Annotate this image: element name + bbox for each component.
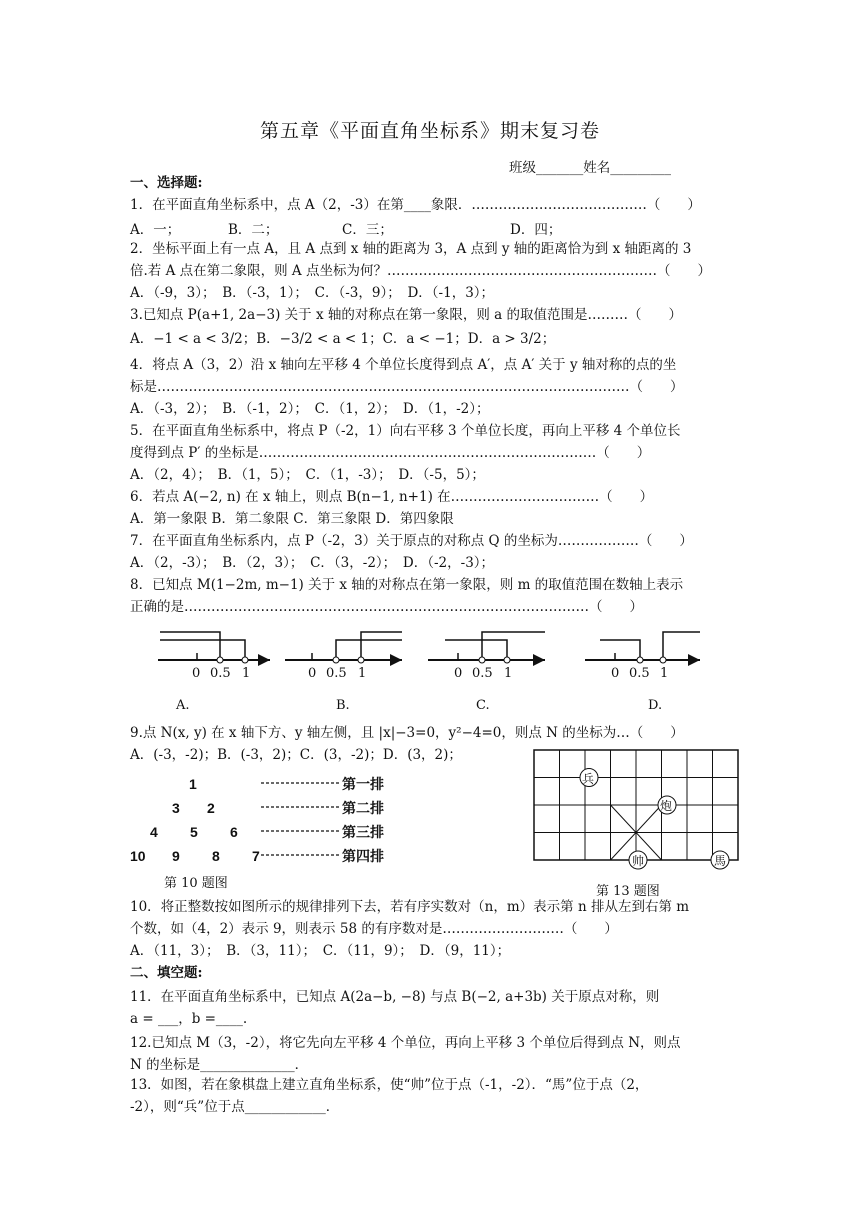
row-label-3: 第三排 — [342, 825, 384, 841]
q6-options: A．第一象限 B．第二象限 C．第三象限 D．第四象限 — [130, 511, 454, 527]
section-fill-heading: 二、填空题: — [130, 965, 203, 981]
question-1: 1．在平面直角坐标系中，点 A（2，-3）在第____象限．…………………………………（ ） — [130, 197, 701, 213]
row-label-1: 第一排 — [342, 777, 384, 793]
fig13-caption: 第 13 题图 — [596, 884, 660, 899]
nld-zero: 0 — [611, 666, 620, 681]
question-4-line1: 4．将点 A（3，2）沿 x 轴向左平移 4 个单位长度得到点 A′，点 A′ 关于 y 轴对称的点的坐 — [130, 357, 677, 373]
question-9: 9.点 N(x, y) 在 x 轴下方、y 轴左侧，且 |x|−3=0，y²−4=0，则点 N 的坐标为…（ ） — [130, 725, 684, 741]
q9-options: A．(-3，-2)；B．(-3，2)；C．(3，-2)；D．(3，2)； — [130, 747, 462, 763]
nld-one: 1 — [660, 666, 669, 681]
question-8-line1: 8．已知点 M(1−2m, m−1) 关于 x 轴的对称点在第一象限，则 m 的取值范围在数轴上表示 — [130, 577, 684, 593]
q3-options: A．−1 < a < 3/2；B．−3/2 < a < 1；C．a < −1；D．a > 3/2； — [130, 331, 556, 347]
question-2-line2: 倍.若 A 点在第二象限，则 A 点坐标为何？……………………………………………………（ ） — [130, 263, 711, 279]
number-line-b — [285, 632, 402, 663]
tri-num-6: 6 — [230, 824, 238, 840]
question-3: 3.已知点 P(a+1, 2a−3) 关于 x 轴的对称点在第一象限，则 a 的取值范围是………（ ） — [130, 307, 682, 323]
question-7: 7．在平面直角坐标系内，点 P（-2，3）关于原点的对称点 Q 的坐标为………………（ ） — [130, 533, 693, 549]
class-name-line: 班级_______姓名_________ — [509, 160, 671, 176]
nla-one: 1 — [242, 666, 251, 681]
tri-num-9: 9 — [172, 848, 180, 864]
question-8-line2: 正确的是………………………………………………………………………………（ ） — [130, 599, 643, 615]
nlb-one: 1 — [358, 666, 367, 681]
fig10-caption: 第 10 题图 — [164, 876, 228, 891]
q1-option-c: C．三； — [342, 222, 393, 238]
q1-option-b: B．二； — [228, 222, 279, 238]
question-12-line1: 12.已知点 M（3，-2），将它先向左平移 4 个单位，再向上平移 3 个单位后得到点 N，则点 — [130, 1035, 681, 1051]
chess-piece-pao: 炮 — [660, 799, 673, 813]
question-5-line2: 度得到点 P′ 的坐标是…………………………………………………………………（ ） — [130, 445, 651, 461]
question-12-line2: N 的坐标是______________． — [130, 1057, 309, 1073]
chess-piece-bing: 兵 — [582, 772, 595, 786]
question-4-line2: 标是……………………………………………………………………………………………（ ） — [130, 379, 684, 395]
page-title: 第五章《平面直角坐标系》期末复习卷 — [259, 120, 600, 142]
nla-half: 0.5 — [210, 666, 231, 681]
nlb-half: 0.5 — [326, 666, 347, 681]
question-10-line2: 个数，如（4，2）表示 9，则表示 58 的有序数对是………………………（ ） — [130, 921, 618, 937]
question-6: 6．若点 A(−2, n) 在 x 轴上，则点 B(n−1, n+1) 在……………………………（ ） — [130, 489, 654, 505]
q10-options: A．（11，3）； B．（3，11）； C．（11，9）； D．（9，11）； — [130, 943, 511, 959]
numline-option-c: C. — [476, 698, 490, 713]
number-line-c — [428, 632, 545, 663]
nlc-half: 0.5 — [472, 666, 493, 681]
chess-piece-ma: 馬 — [714, 854, 727, 868]
nlc-one: 1 — [504, 666, 513, 681]
row-dashes — [255, 770, 345, 870]
q2-options: A．（-9，3）； B．（-3，1）； C．（-3，9）； D．（-1，3）； — [130, 285, 495, 301]
row-label-2: 第二排 — [342, 801, 384, 817]
question-2-line1: 2．坐标平面上有一点 A，且 A 点到 x 轴的距离为 3，A 点到 y 轴的距离恰为到 x 轴距离的 3 — [130, 241, 692, 257]
nlb-zero: 0 — [308, 666, 317, 681]
numline-option-b: B. — [336, 698, 350, 713]
section-choice-heading: 一、选择题: — [130, 175, 203, 191]
tri-num-10: 10 — [130, 848, 146, 864]
numline-option-a: A. — [176, 698, 190, 713]
nlc-zero: 0 — [454, 666, 463, 681]
tri-num-1: 1 — [189, 776, 197, 792]
row-label-4: 第四排 — [342, 849, 384, 865]
q1-option-d: D．四； — [510, 222, 562, 238]
tri-num-4: 4 — [150, 824, 158, 840]
tri-num-7: 7 — [252, 848, 260, 864]
question-5-line1: 5．在平面直角坐标系中，将点 P（-2，1）向右平移 3 个单位长度，再向上平移 4 个单位长 — [130, 423, 681, 439]
tri-num-8: 8 — [212, 848, 220, 864]
question-10-line1: 10．将正整数按如图所示的规律排列下去，若有序实数对（n，m）表示第 n 排从左到右第 m — [130, 899, 690, 915]
question-11-line1: 11．在平面直角坐标系中，已知点 A(2a−b, −8) 与点 B(−2, a+3b) 关于原点对称，则 — [130, 989, 660, 1005]
chess-piece-shuai: 帅 — [632, 854, 645, 868]
question-11-line2: a = ___，b =____. — [130, 1011, 248, 1027]
q7-options: A．（2，-3）； B．（2，3）； C．（3，-2）； D．（-2，-3）； — [130, 555, 495, 571]
question-13-line1: 13．如图，若在象棋盘上建立直角坐标系，使“帅”位于点（-1，-2）．“馬”位于点（2， — [130, 1077, 649, 1093]
number-line-a — [158, 632, 270, 663]
question-13-line2: -2），则“兵”位于点____________． — [130, 1099, 340, 1115]
nld-half: 0.5 — [629, 666, 650, 681]
q4-options: A．（-3，2）； B．（-1，2）； C．（1，2）； D．（1，-2）； — [130, 401, 490, 417]
q1-option-a: A．一； — [130, 222, 181, 238]
number-line-d — [585, 632, 700, 663]
nla-zero: 0 — [192, 666, 201, 681]
numline-option-d: D. — [648, 698, 663, 713]
tri-num-3: 3 — [172, 800, 180, 816]
tri-num-5: 5 — [190, 824, 198, 840]
q5-options: A．（2，4）； B．（1，5）； C．（1，-3）； D．（-5，5）； — [130, 467, 485, 483]
tri-num-2: 2 — [207, 800, 215, 816]
